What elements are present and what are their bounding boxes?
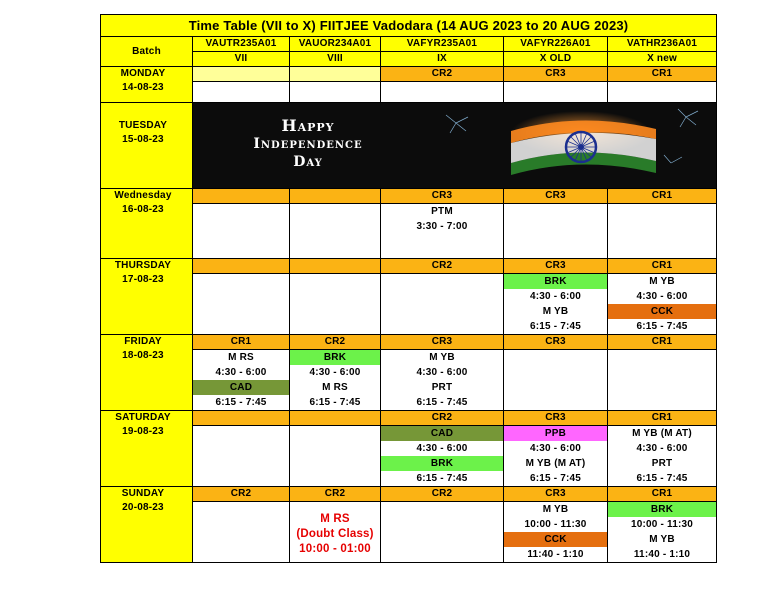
- schedule-cell: M RS (Doubt Class) 10:00 - 01:00: [290, 502, 381, 563]
- room-cell: CR1: [608, 67, 717, 82]
- schedule-cell: [193, 204, 290, 259]
- schedule-cell: [504, 350, 608, 411]
- day-date: 17-08-23: [122, 274, 164, 285]
- room-cell: [290, 189, 381, 204]
- room-cell: CR3: [381, 335, 504, 350]
- fireworks-ashoka-chakra-image: [416, 103, 716, 187]
- day-tuesday: [101, 103, 193, 189]
- room-cell: CR3: [381, 189, 504, 204]
- timetable: [100, 14, 717, 563]
- room-cell: CR2: [290, 335, 381, 350]
- day-name: THURSDAY: [114, 260, 172, 271]
- room-cell: CR2: [193, 487, 290, 502]
- day-name: TUESDAY: [118, 120, 168, 131]
- batch-class: VII: [193, 52, 290, 67]
- timetable-title: Time Table (VII to X) FIITJEE Vadodara (14 AUG 2023 to 20 AUG 2023): [101, 15, 717, 37]
- schedule-cell: BRK 4:30 - 6:00 M YB 6:15 - 7:45: [504, 274, 608, 335]
- batch-class: VIII: [290, 52, 381, 67]
- room-cell: CR3: [504, 335, 608, 350]
- day-name: SUNDAY: [121, 488, 165, 499]
- schedule-cell: [381, 82, 504, 103]
- batch-code: VAUOR234A01: [290, 37, 381, 52]
- room-cell: CR3: [504, 487, 608, 502]
- room-cell: [290, 67, 381, 82]
- batch-code: VATHR236A01: [608, 37, 717, 52]
- schedule-cell: M YB 4:30 - 6:00 CCK 6:15 - 7:45: [608, 274, 717, 335]
- day-name: MONDAY: [120, 68, 166, 79]
- day-date: 16-08-23: [122, 204, 164, 215]
- day-friday: [101, 335, 193, 411]
- schedule-cell: PPB 4:30 - 6:00 M YB (M AT) 6:15 - 7:45: [504, 426, 608, 487]
- room-cell: CR2: [381, 67, 504, 82]
- day-name: Wednesday: [114, 190, 172, 201]
- schedule-cell: CAD 4:30 - 6:00 BRK 6:15 - 7:45: [381, 426, 504, 487]
- room-cell: [193, 259, 290, 274]
- batch-class: X new: [608, 52, 717, 67]
- day-saturday: [101, 411, 193, 487]
- room-cell: CR3: [504, 189, 608, 204]
- day-wednesday: [101, 189, 193, 259]
- day-sunday: [101, 487, 193, 563]
- schedule-cell: [290, 426, 381, 487]
- day-thursday: [101, 259, 193, 335]
- batch-code: VAFYR226A01: [504, 37, 608, 52]
- batch-class: IX: [381, 52, 504, 67]
- schedule-cell: M YB 10:00 - 11:30 CCK 11:40 - 1:10: [504, 502, 608, 563]
- room-cell: CR3: [504, 411, 608, 426]
- room-cell: CR1: [608, 411, 717, 426]
- room-cell: CR1: [608, 259, 717, 274]
- batch-header: Batch: [101, 37, 193, 67]
- room-cell: [290, 411, 381, 426]
- room-cell: [193, 67, 290, 82]
- day-monday: [101, 67, 193, 103]
- batch-code: VAFYR235A01: [381, 37, 504, 52]
- room-cell: CR2: [381, 259, 504, 274]
- schedule-cell: [290, 204, 381, 259]
- schedule-cell: [193, 426, 290, 487]
- schedule-cell: PTM 3:30 - 7:00: [381, 204, 504, 259]
- room-cell: CR3: [504, 67, 608, 82]
- room-cell: CR1: [193, 335, 290, 350]
- room-cell: CR3: [504, 259, 608, 274]
- room-cell: CR2: [381, 487, 504, 502]
- day-date: 20-08-23: [122, 502, 164, 513]
- batch-code: VAUTR235A01: [193, 37, 290, 52]
- schedule-cell: [193, 502, 290, 563]
- schedule-cell: [504, 204, 608, 259]
- room-cell: [290, 259, 381, 274]
- room-cell: CR1: [608, 487, 717, 502]
- schedule-cell: [290, 82, 381, 103]
- schedule-cell: [193, 274, 290, 335]
- day-name: FRIDAY: [124, 336, 162, 347]
- day-date: 15-08-23: [122, 134, 164, 145]
- schedule-cell: BRK 10:00 - 11:30 M YB 11:40 - 1:10: [608, 502, 717, 563]
- independence-day-banner: [193, 103, 717, 189]
- schedule-cell: M YB (M AT) 4:30 - 6:00 PRT 6:15 - 7:45: [608, 426, 717, 487]
- room-cell: [193, 411, 290, 426]
- day-name: SATURDAY: [115, 412, 171, 423]
- schedule-cell: M RS 4:30 - 6:00 CAD 6:15 - 7:45: [193, 350, 290, 411]
- schedule-cell: [381, 274, 504, 335]
- day-date: 19-08-23: [122, 426, 164, 437]
- room-cell: CR1: [608, 189, 717, 204]
- schedule-cell: [608, 204, 717, 259]
- schedule-cell: BRK 4:30 - 6:00 M RS 6:15 - 7:45: [290, 350, 381, 411]
- batch-class: X OLD: [504, 52, 608, 67]
- schedule-cell: [608, 350, 717, 411]
- schedule-cell: [381, 502, 504, 563]
- room-cell: CR2: [290, 487, 381, 502]
- schedule-cell: [290, 274, 381, 335]
- schedule-cell: M YB 4:30 - 6:00 PRT 6:15 - 7:45: [381, 350, 504, 411]
- room-cell: [193, 189, 290, 204]
- room-cell: CR2: [381, 411, 504, 426]
- day-date: 18-08-23: [122, 350, 164, 361]
- banner-text: Happy Independence Day: [253, 116, 363, 170]
- schedule-cell: [193, 82, 290, 103]
- schedule-cell: [608, 82, 717, 103]
- schedule-cell: [504, 82, 608, 103]
- room-cell: CR1: [608, 335, 717, 350]
- day-date: 14-08-23: [122, 82, 164, 93]
